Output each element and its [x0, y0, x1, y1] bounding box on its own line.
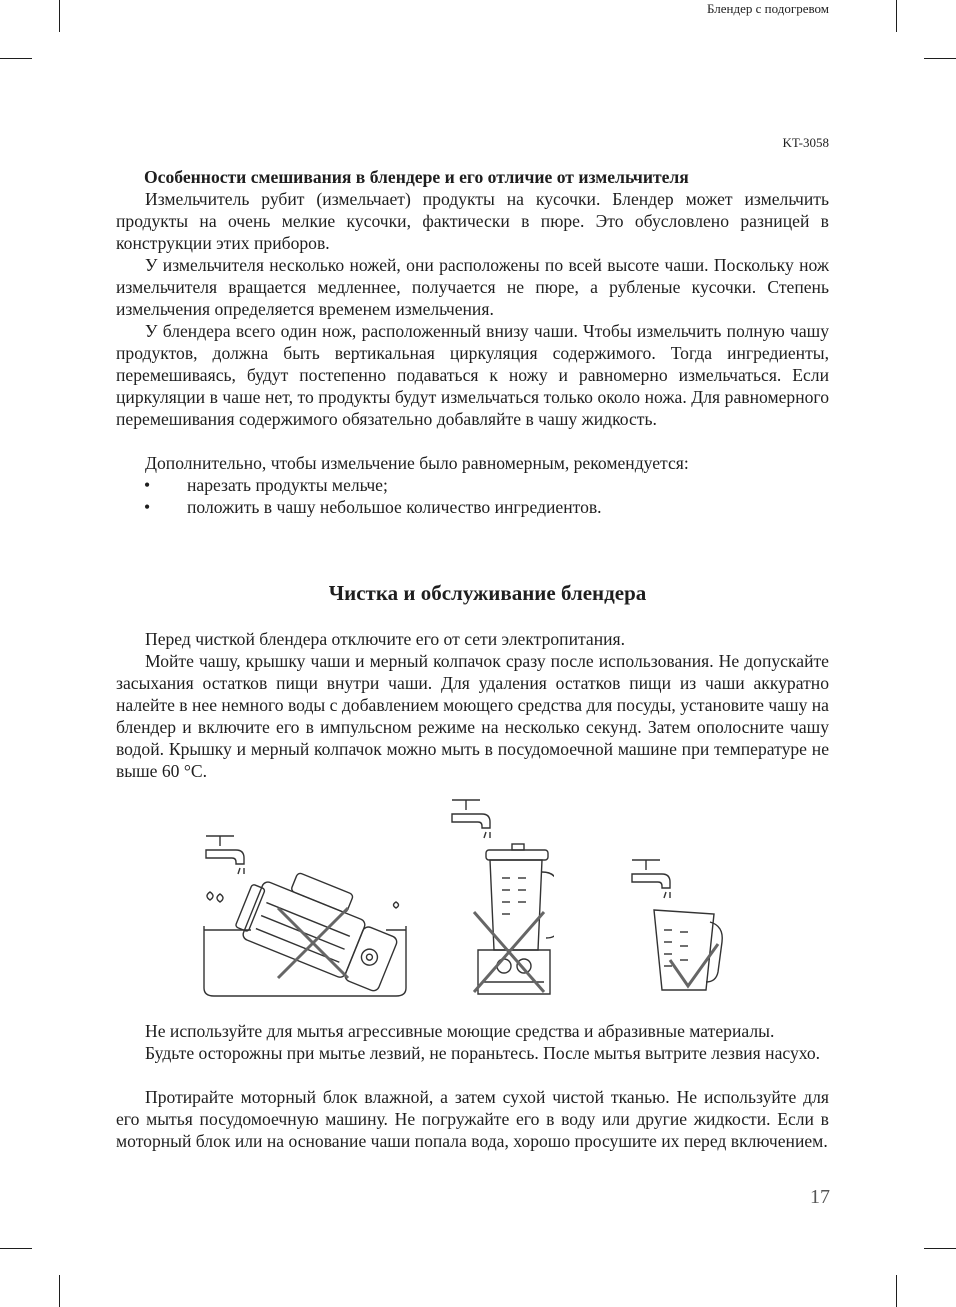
crop-mark [896, 0, 897, 32]
paragraph: У блендера всего один нож, расположенный внизу чаши. Чтобы измельчить полную чашу продуктов, должна быть вертикальная циркуляция содержимого. Тогда ингредиенты, перемешиваясь, будут постепенно подаваться к ножу и равномерно измельчаться. Если циркуляции в чаше нет, то продукты будут измельчаться только около ножа. Для равномерного перемешивания содержимого обязательно добавляйте в чашу жидкость. [116, 321, 829, 429]
paragraph: Протирайте моторный блок влажной, а затем сухой чистой тканью. Не используйте для его мытья посудомоечную машину. Не погружайте его в воду или другие жидкости. Если в моторный блок или на основание чаши попала вода, хорошо просушите их перед включением. [116, 1087, 829, 1151]
crop-mark [0, 1248, 32, 1249]
crop-mark [924, 1248, 956, 1249]
crop-mark [59, 1275, 60, 1307]
paragraph: Будьте осторожны при мытье лезвий, не пораньтесь. После мытья вытрите лезвия насухо. [145, 1043, 821, 1063]
jug-under-tap-allowed-icon [626, 852, 726, 996]
page-number: 17 [810, 1186, 830, 1208]
paragraph: У измельчителя несколько ножей, они расположены по всей высоте чаши. Поскольку нож измельчителя вращается медленнее, получается не пюре, а рубленые кусочки. Степень измельчения определяется временем измельчения. [116, 255, 829, 319]
paragraph: Дополнительно, чтобы измельчение было равномерным, рекомендуется: [145, 453, 689, 473]
blender-in-water-prohibited-icon [196, 828, 416, 1000]
crop-mark [59, 0, 60, 32]
crop-mark [896, 1275, 897, 1307]
running-header-title: Блендер с подогревом [707, 1, 829, 16]
section-heading-cleaning: Чистка и обслуживание блендера [328, 581, 647, 605]
running-header-model: KT-3058 [782, 135, 829, 150]
paragraph: Мойте чашу, крышку чаши и мерный колпачок сразу после использования. Не допускайте засыхания остатков пищи внутри чаши. Для удаления остатков пищи из чаши аккуратно налейте в нее немного воды с добавлением моющего средства для посуды, установите чашу на блендер и включите его в импульсном режиме на несколько секунд. Затем ополосните чашу водой. Крышку и мерный колпачок можно мыть в посудомоечной машине при температуре не выше 60 °С. [116, 651, 829, 781]
crop-mark [924, 58, 956, 59]
paragraph: Измельчитель рубит (измельчает) продукты на кусочки. Блендер может измельчить продукты на очень мелкие кусочки, фактически в пюре. Это обусловлено разницей в конструкции этих приборов. [116, 189, 829, 253]
paragraph: Перед чисткой блендера отключите его от сети электропитания. [145, 629, 626, 649]
blender-under-tap-prohibited-icon [444, 792, 554, 1002]
crop-mark [0, 58, 32, 59]
paragraph: Не используйте для мытья агрессивные моющие средства и абразивные материалы. [145, 1021, 775, 1041]
section-heading-mixing: Особенности смешивания в блендере и его отличие от измельчителя [144, 167, 689, 187]
